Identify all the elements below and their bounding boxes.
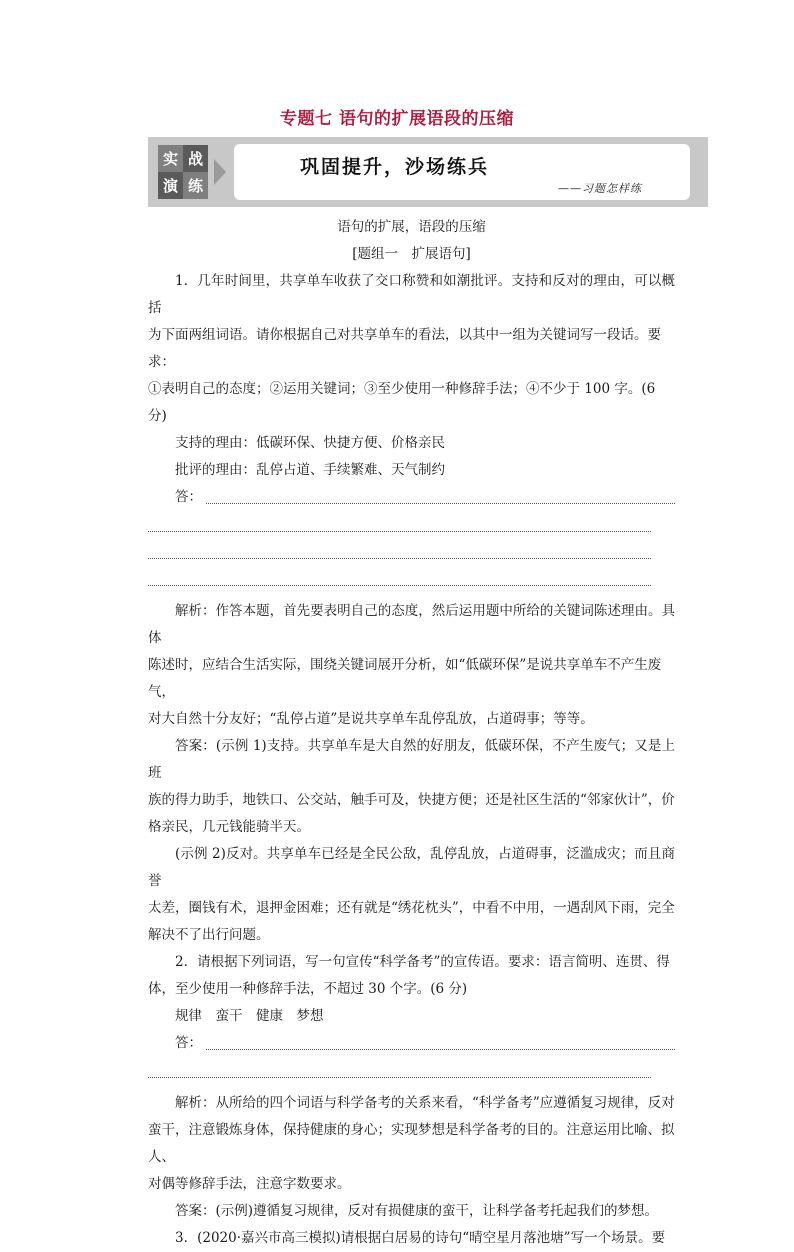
question-3-line: 3．(2020·嘉兴市高三模拟)请根据白居易的诗句“晴空星月落池塘”写一个场景。要 — [175, 1230, 666, 1246]
answer-1-example2-line: 解决不了出行问题。 — [148, 927, 270, 943]
badge-char: 演 — [158, 172, 183, 199]
answer-blank-line[interactable] — [148, 538, 675, 565]
analysis-1-line: 陈述时，应结合生活实际，围绕关键词展开分析，如“低碳环保”是说共享单车不产生废气， — [148, 657, 662, 700]
answer-field-2[interactable] — [148, 1030, 675, 1057]
arrow-icon — [214, 159, 226, 185]
answer-line[interactable] — [206, 1035, 675, 1050]
answer-blank-line[interactable] — [148, 565, 675, 592]
question-group-title: [题组一 扩展语句] — [352, 246, 471, 262]
question-2-words: 规律 蛮干 健康 梦想 — [175, 1008, 324, 1024]
question-1-line: 为下面两组词语。请你根据自己对共享单车的看法，以其中一组为关键词写一段话。要求： — [148, 327, 661, 370]
answer-1-line: 答案：(示例 1)支持。共享单车是大自然的好朋友，低碳环保，不产生废气；又是上班 — [148, 738, 675, 781]
question-1-line: ①表明自己的态度；②运用关键词；③至少使用一种修辞手法；④不少于 100 字。(6 分) — [148, 381, 656, 424]
answer-label: 答： — [175, 489, 202, 505]
answer-line[interactable] — [206, 489, 675, 504]
analysis-2-line: 解析：从所给的四个词语与科学备考的关系来看，“科学备考”应遵循复习规律，反对 — [175, 1095, 675, 1111]
answer-2-line: 答案：(示例)遵循复习规律，反对有损健康的蛮干，让科学备考托起我们的梦想。 — [175, 1203, 659, 1219]
banner-subtitle: ——习题怎样练 — [558, 182, 642, 195]
oppose-reasons: 批评的理由：乱停占道、手续繁难、天气制约 — [175, 462, 445, 478]
badge-char: 练 — [183, 172, 208, 199]
answer-1-example2-line: (示例 2)反对。共享单车已经是全民公敌，乱停乱放，占道碍事，泛滥成灾；而且商誉 — [148, 846, 675, 889]
answer-blank-line[interactable] — [148, 1057, 675, 1084]
answer-1-line: 族的得力助手，地铁口、公交站，触手可及，快捷方便；还是社区生活的“邻家伙计”，价 — [148, 792, 675, 808]
banner-title: 巩固提升，沙场练兵 — [300, 156, 490, 178]
analysis-1-line: 解析：作答本题，首先要表明自己的态度，然后运用题中所给的关键词陈述理由。具体 — [148, 603, 675, 646]
support-reasons: 支持的理由：低碳环保、快捷方便、价格亲民 — [175, 435, 445, 451]
answer-field-1[interactable] — [148, 484, 675, 511]
badge-char: 战 — [183, 145, 208, 172]
analysis-2-line: 蛮干，注意锻炼身体，保持健康的身心；实现梦想是科学备考的目的。注意运用比喻、拟人、 — [148, 1122, 675, 1165]
question-1-line: 1．几年时间里，共享单车收获了交口称赞和如潮批评。支持和反对的理由，可以概括 — [148, 273, 675, 316]
document-body — [148, 214, 675, 1252]
badge-char: 实 — [158, 145, 183, 172]
question-2-line: 体，至少使用一种修辞手法，不超过 30 个字。(6 分) — [148, 981, 468, 997]
banner-badge — [158, 145, 208, 199]
answer-1-line: 格亲民，几元钱能骑半天。 — [148, 819, 310, 835]
question-2-line: 2．请根据下列词语，写一句宣传“科学备考”的宣传语。要求：语言简明、连贯、得 — [175, 954, 670, 970]
banner-panel — [234, 144, 690, 200]
answer-blank-line[interactable] — [148, 511, 675, 538]
answer-1-example2-line: 太差，圈钱有术，退押金困难；还有就是“绣花枕头”，中看不中用，一遇刮风下雨，完全 — [148, 900, 675, 916]
analysis-1-line: 对大自然十分友好；“乱停占道”是说共享单车乱停乱放，占道碍事；等等。 — [148, 711, 594, 727]
analysis-2-line: 对偶等修辞手法，注意字数要求。 — [148, 1176, 351, 1192]
answer-label: 答： — [175, 1035, 202, 1051]
page-title: 专题七 语句的扩展语段的压缩 — [280, 109, 514, 129]
section-title: 语句的扩展，语段的压缩 — [337, 219, 486, 235]
section-banner — [148, 137, 708, 207]
